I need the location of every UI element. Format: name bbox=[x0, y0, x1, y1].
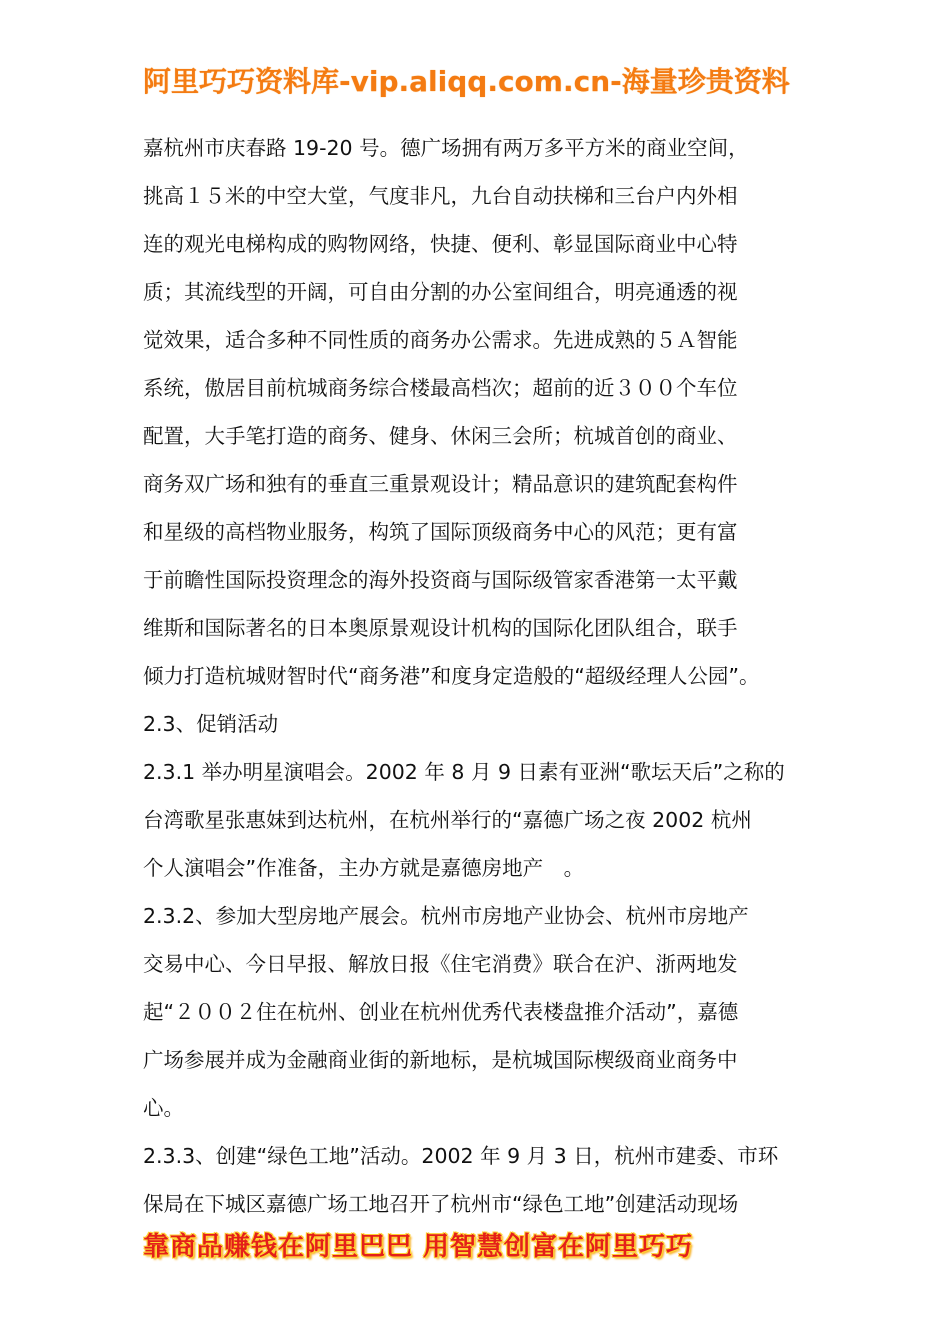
text-line: 质；其流线型的开阔，可自由分割的办公室间组合，明亮通透的视 bbox=[143, 280, 738, 304]
text-line: 配置，大手笔打造的商务、健身、休闲三会所；杭城首创的商业、 bbox=[143, 424, 738, 448]
text-line: 广场参展并成为金融商业街的新地标，是杭城国际楔级商业商务中 bbox=[143, 1048, 738, 1072]
text-line: 嘉杭州市庆春路 19-20 号。德广场拥有两万多平方米的商业空间， bbox=[143, 136, 749, 160]
text-line: 连的观光电梯构成的购物网络，快捷、便利、彰显国际商业中心特 bbox=[143, 232, 738, 256]
body-text bbox=[143, 124, 807, 1228]
text-line: 和星级的高档物业服务，构筑了国际顶级商务中心的风范；更有富 bbox=[143, 520, 738, 544]
text-line: 2.3.3、创建“绿色工地”活动。2002 年 9 月 3 日，杭州市建委、市环 bbox=[143, 1144, 779, 1168]
text-line: 台湾歌星张惠妹到达杭州，在杭州举行的“嘉德广场之夜 2002 杭州 bbox=[143, 808, 752, 832]
header-watermark-banner: 阿里巧巧资料库-vip.aliqq.com.cn-海量珍贵资料 bbox=[143, 65, 790, 98]
text-line: 个人演唱会”作准备，主办方就是嘉德房地产 。 bbox=[143, 856, 585, 880]
text-line: 倾力打造杭城财智时代“商务港”和度身定造般的“超级经理人公园”。 bbox=[143, 664, 760, 688]
text-line: 2.3.2、参加大型房地产展会。杭州市房地产业协会、杭州市房地产 bbox=[143, 904, 749, 928]
text-line: 心。 bbox=[143, 1096, 184, 1120]
text-line: 于前瞻性国际投资理念的海外投资商与国际级管家香港第一太平戴 bbox=[143, 568, 738, 592]
text-line: 挑高１５米的中空大堂，气度非凡，九台自动扶梯和三台户内外相 bbox=[143, 184, 738, 208]
text-line: 保局在下城区嘉德广场工地召开了杭州市“绿色工地”创建活动现场 bbox=[143, 1192, 739, 1216]
text-line: 维斯和国际著名的日本奥原景观设计机构的国际化团队组合，联手 bbox=[143, 616, 738, 640]
footer-watermark-banner: 靠商品赚钱在阿里巴巴 用智慧创富在阿里巧巧 bbox=[143, 1232, 694, 1262]
section-heading-promotions: 2.3、促销活动 bbox=[143, 712, 279, 736]
text-line: 起“２００２住在杭州、创业在杭州优秀代表楼盘推介活动”，嘉德 bbox=[143, 1000, 739, 1024]
text-line: 2.3.1 举办明星演唱会。2002 年 8 月 9 日素有亚洲“歌坛天后”之称的 bbox=[143, 760, 785, 784]
text-line: 觉效果，适合多种不同性质的商务办公需求。先进成熟的５Ａ智能 bbox=[143, 328, 738, 352]
text-line: 商务双广场和独有的垂直三重景观设计；精品意识的建筑配套构件 bbox=[143, 472, 738, 496]
text-line: 系统，傲居目前杭城商务综合楼最高档次；超前的近３００个车位 bbox=[143, 376, 738, 400]
text-line: 交易中心、今日早报、解放日报《住宅消费》联合在沪、浙两地发 bbox=[143, 952, 738, 976]
